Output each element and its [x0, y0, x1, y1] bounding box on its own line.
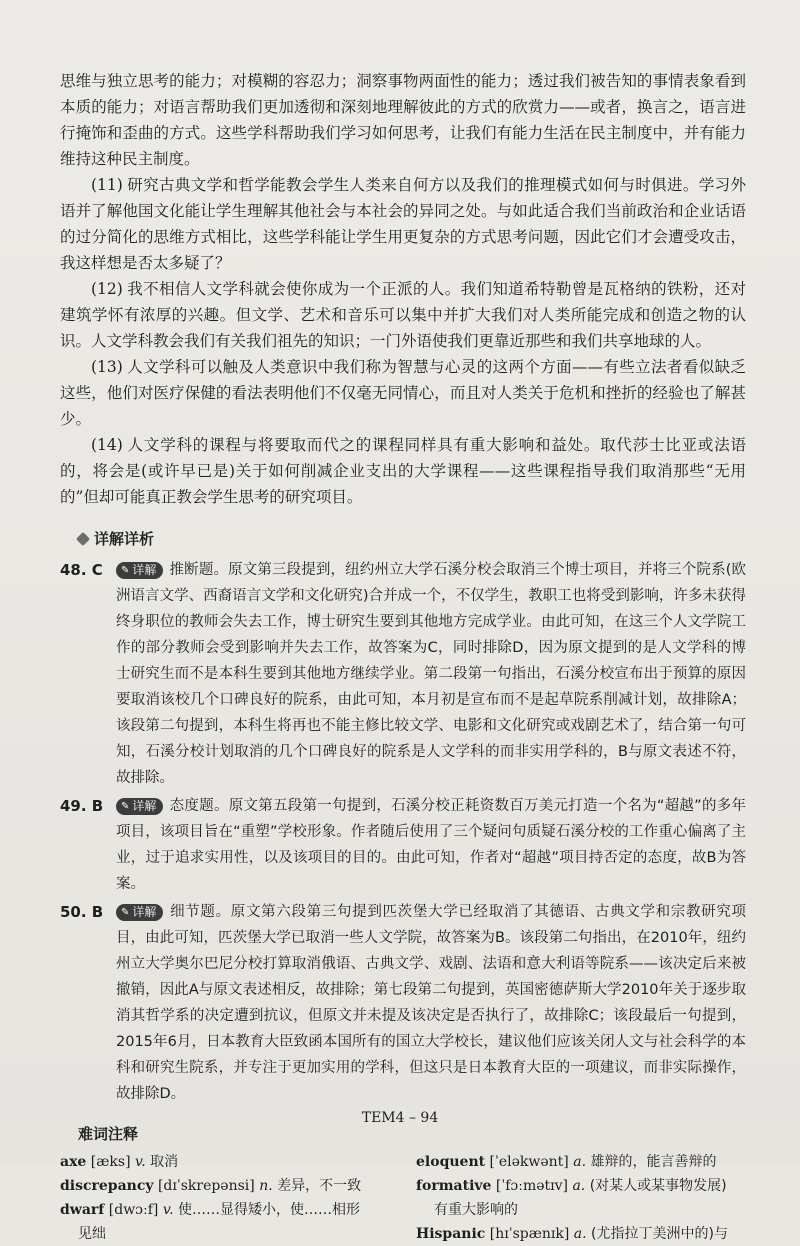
- answer-item-50: [60, 899, 746, 1107]
- vocab-entry: dwarf [dwɔːf] v. 使……显得矮小，使……相形 见绌: [60, 1202, 360, 1242]
- vocab-entry: formative [ˈfɔːmətɪv] a. (对某人或某事物发展) 有重大影响的: [416, 1178, 727, 1218]
- vocab-column-right: [416, 1150, 746, 1246]
- answer-item-49: [60, 793, 746, 897]
- vocab-column-left: [60, 1150, 390, 1246]
- passage-paragraph-13: (13) 人文学科可以触及人类意识中我们称为智慧与心灵的这两个方面——有些立法者看似缺乏这些，他们对医疗保健的看法表明他们不仅毫无同情心，而且对人类关于危机和挫折的经验也了解甚少。: [60, 358, 746, 428]
- answer-explanation: 细节题。原文第六段第三句提到匹茨堡大学已经取消了其德语、古典文学和宗教研究项目，由此可知，匹茨堡大学已取消一些人文学院，故答案为B。该段第二句指出，在2010年，纽约州立大学奥尔巴尼分校打算取消俄语、古典文学、戏剧、法语和意大利语等院系——该决定后来被撤销，因此A与原文表述相反，故排除；第七段第二句提到，英国密德萨斯大学2010年关于逐步取消其哲学系的决定遭到抗议，但原文并未提及该决定是否执行了，故排除C；该段最后一句提到，2015年6月，日本教育大臣致函本国所有的国立大学校长，建议他们应该关闭人文与社会科学的本科和研究生院系，并专注于更加实用的学科，但这只是日本教育大臣的一项建议，而非实际操作，故排除D。: [116, 904, 746, 1102]
- detail-badge: ✎ 详解: [116, 798, 163, 815]
- vocab-entry: Hispanic [hɪˈspænɪk] a. (尤指拉丁美洲中的)与: [416, 1226, 728, 1242]
- passage-paragraph-14: (14) 人文学科的课程与将要取而代之的课程同样具有重大影响和益处。取代莎士比亚或法语的，将会是(或许早已是)关于如何削减企业支出的大学课程——这些课程指导我们取消那些“无用的”但却可能真正教会学生思考的研究项目。: [60, 436, 746, 506]
- question-number: 50. B: [60, 903, 104, 921]
- question-number: 48. C: [60, 561, 103, 579]
- diamond-bullet-icon: [76, 531, 90, 545]
- vocab-entry: eloquent [ˈeləkwənt] a. 雄辩的，能言善辩的: [416, 1154, 717, 1170]
- pen-icon: ✎: [121, 907, 130, 918]
- analysis-section-title: 详解详析: [78, 528, 746, 549]
- passage-paragraph-continued: 思维与独立思考的能力；对模糊的容忍力；洞察事物两面性的能力；透过我们被告知的事情表象看到本质的能力；对语言帮助我们更加透彻和深刻地理解彼此的方式的欣赏力——或者，换言之，语言进行掩饰和歪曲的方式。这些学科帮助我们学习如何思考，让我们有能力生活在民主制度中，并有能力维持这种民主制度。: [60, 72, 746, 168]
- passage-paragraph-11: (11) 研究古典文学和哲学能教会学生人类来自何方以及我们的推理模式如何与时俱进。学习外语并了解他国文化能让学生理解其他社会与本社会的异同之处。与如此适合我们当前政治和企业话语的过分简化的思维方式相比，这些学科能让学生用更复杂的方式思考问题，因此它们才会遭受攻击，我这样想是否太多疑了？: [60, 176, 746, 272]
- answer-item-48: [60, 557, 746, 791]
- pen-icon: ✎: [121, 801, 130, 812]
- vocab-entry: discrepancy [dɪˈskrepənsi] n. 差异，不一致: [60, 1178, 362, 1194]
- question-number: 49. B: [60, 797, 104, 815]
- pen-icon: ✎: [121, 565, 130, 576]
- answer-explanation: 推断题。原文第三段提到，纽约州立大学石溪分校会取消三个博士项目，并将三个院系(欧洲语言文学、西裔语言文学和文化研究)合并成一个，不仅学生，教职工也将受到影响，许多未获得终身职位的教师会失去工作，博士研究生要到其他地方完成学业。由此可知，在这三个人文学院工作的部分教师会受到影响并失去工作，故答案为C，同时排除D，因为原文提到的是人文学科的博士研究生而不是本科生要到其他地方继续学业。第二段第一句指出，石溪分校宣布出于预算的原因要取消该校几个口碑良好的院系，由此可知，本月初是宣布而不是起草院系削减计划，故排除A；该段第二句提到，本科生将再也不能主修比较文学、电影和文化研究或戏剧艺术了，结合第一句可知，石溪分校计划取消的几个口碑良好的院系是人文学科的而非实用学科的，B与原文表述不符，故排除。: [116, 562, 746, 786]
- detail-badge: ✎ 详解: [116, 904, 163, 921]
- page-number: TEM4 – 94: [361, 1110, 439, 1126]
- passage-paragraph-12: (12) 我不相信人文学科就会使你成为一个正派的人。我们知道希特勒曾是瓦格纳的铁粉，还对建筑学怀有浓厚的兴趣。但文学、艺术和音乐可以集中并扩大我们对人类所能完成和创造之物的认识。人文学科教会我们有关我们祖先的知识；一门外语使我们更靠近那些和我们共享地球的人。: [60, 280, 746, 350]
- vocab-section-title: 难词注释: [78, 1125, 139, 1143]
- answer-explanation: 态度题。原文第五段第一句提到，石溪分校正耗资数百万美元打造一个名为“超越”的多年项目，该项目旨在“重塑”学校形象。作者随后使用了三个疑问句质疑石溪分校的工作重心偏离了主业，过于追求实用性，以及该项目的目的。由此可知，作者对“超越”项目持否定的态度，故B为答案。: [116, 798, 746, 892]
- vocab-entry: axe [æks] v. 取消: [60, 1154, 179, 1170]
- detail-badge: ✎ 详解: [116, 562, 163, 579]
- vocab-list: [60, 1150, 746, 1246]
